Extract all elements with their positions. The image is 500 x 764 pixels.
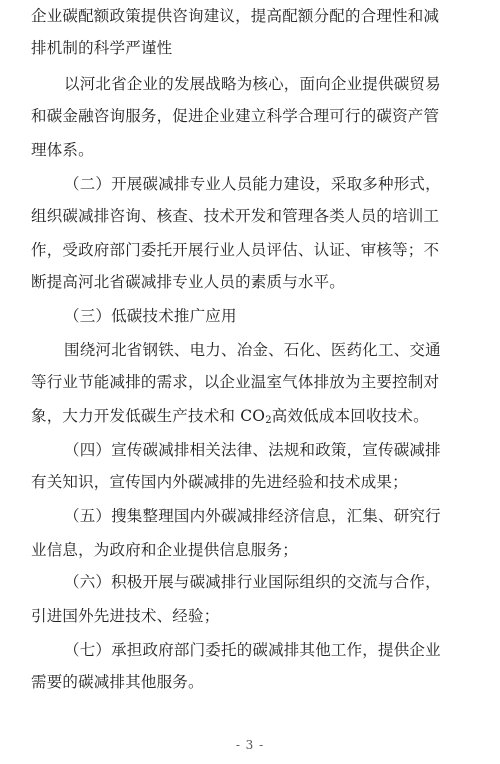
paragraph-first-line: 以河北省企业的发展战略为核心，面向企业提供碳贸易 xyxy=(64,75,441,93)
text-segment: 高效低成本回收技术。 xyxy=(271,407,429,425)
text-line: 组织碳减排咨询、核查、技术开发和管理各类人员的培训工 xyxy=(31,207,440,225)
text-segment: 象，大力开发低碳生产技术和 CO xyxy=(31,407,266,425)
section-heading-3: （三）低碳技术推广应用 xyxy=(64,307,237,325)
text-line: 引进国外先进技术、经验； xyxy=(31,607,220,625)
text-line: 断提高河北省碳减排专业人员的素质与水平。 xyxy=(31,273,346,291)
co2-subscript: 2 xyxy=(265,415,272,426)
text-line: 企业碳配额政策提供咨询建议，提高配额分配的合理性和减 xyxy=(31,7,440,25)
text-line: 理体系。 xyxy=(31,141,94,159)
text-line: 有关知识，宣传国内外碳减排的先进经验和技术成果； xyxy=(31,473,408,491)
text-line-co2 xyxy=(0,402,500,430)
paragraph-first-line: 围绕河北省钢铁、电力、冶金、石化、医药化工、交通 xyxy=(64,341,441,359)
section-heading-5: （五）搜集整理国内外碳减排经济信息，汇集、研究行 xyxy=(64,507,441,525)
text-line: 需要的碳减排其他服务。 xyxy=(31,673,204,691)
text-line: 和碳金融咨询服务，促进企业建立科学合理可行的碳资产管 xyxy=(31,107,440,125)
text-line: 排机制的科学严谨性 xyxy=(31,39,173,57)
text-line: 业信息，为政府和企业提供信息服务； xyxy=(31,541,298,559)
text-line: 等行业节能减排的需求，以企业温室气体排放为主要控制对 xyxy=(31,373,440,391)
page-number: - 3 - xyxy=(235,738,265,752)
text-line: 作，受政府部门委托开展行业人员评估、认证、审核等；不 xyxy=(31,241,440,259)
section-heading-4: （四）宣传碳减排相关法律、法规和政策，宣传碳减排 xyxy=(64,441,441,459)
section-heading-2: （二）开展碳减排专业人员能力建设，采取多种形式， xyxy=(64,175,441,193)
section-heading-7: （七）承担政府部门委托的碳减排其他工作，提供企业 xyxy=(64,641,441,659)
section-heading-6: （六）积极开展与碳减排行业国际组织的交流与合作， xyxy=(64,573,441,591)
